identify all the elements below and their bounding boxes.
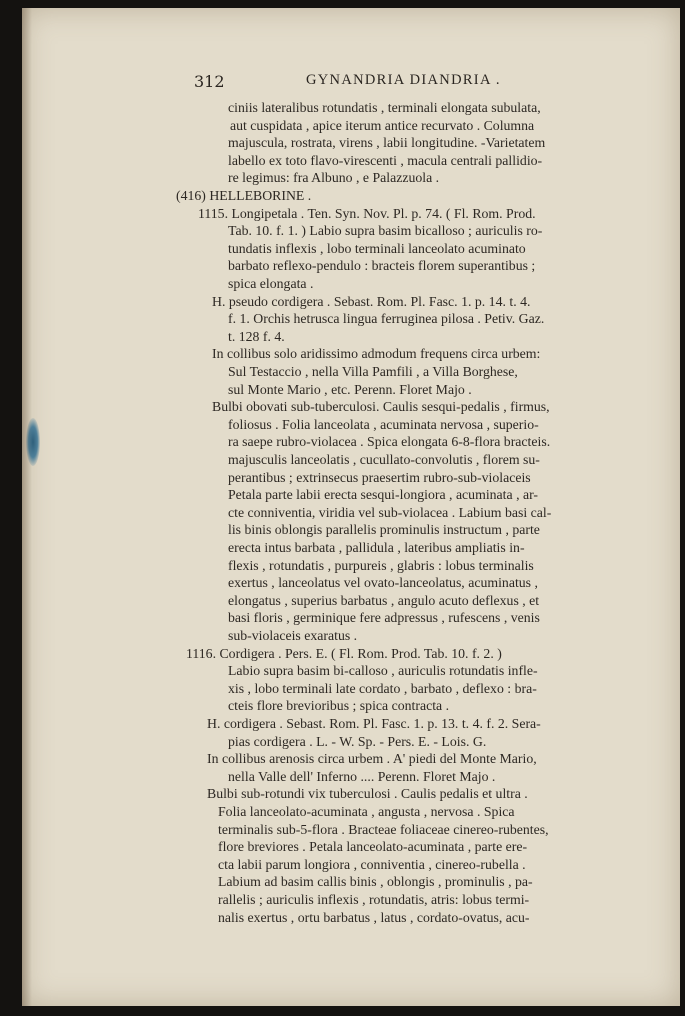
- text-line: cte conniventia, viridia vel sub-violacea . Labium basi cal-: [228, 504, 552, 520]
- text-line: ciniis lateralibus rotundatis , terminali elongata subulata,: [228, 100, 541, 115]
- text-line: 1115. Longipetala . Ten. Syn. Nov. Pl. p. 74. ( Fl. Rom. Prod.: [198, 205, 536, 221]
- text-line: Tab. 10. f. 1. ) Labio supra basim bicalloso ; auriculis ro-: [228, 223, 543, 239]
- text-line: flore breviores . Petala lanceolato-acuminata , parte ere-: [218, 839, 528, 855]
- text-line: f. 1. Orchis hetrusca lingua ferruginea pilosa . Petiv. Gaz.: [228, 311, 545, 327]
- text-line: labello ex toto flavo-virescenti , macula centrali pallidio-: [228, 152, 543, 168]
- text-line: exertus , lanceolatus vel ovato-lanceolatus, acuminatus ,: [228, 575, 538, 591]
- text-line: t. 128 f. 4.: [228, 328, 285, 344]
- text-line: re legimus: fra Albuno , e Palazzuola .: [228, 170, 440, 186]
- text-line: tundatis inflexis , lobo terminali lanceolato acuminato: [228, 240, 526, 256]
- text-line: Sul Testaccio , nella Villa Pamfili , a Villa Borghese,: [228, 364, 518, 379]
- text-line: nella Valle dell' Inferno .... Perenn. Floret Majo .: [228, 768, 496, 784]
- text-line: Labio supra basim bi-calloso , auriculis rotundatis infle-: [228, 663, 538, 679]
- book-page: [22, 8, 680, 1006]
- text-line: 1116. Cordigera . Pers. E. ( Fl. Rom. Prod. Tab. 10. f. 2. ): [186, 645, 502, 661]
- text-line: foliosus . Folia lanceolata , acuminata nervosa , superio-: [228, 416, 539, 432]
- text-line: rallelis ; auriculis inflexis , rotundatis, atris: lobus termi-: [218, 892, 530, 907]
- text-line: Labium ad basim callis binis , oblongis , prominulis , pa-: [218, 874, 533, 890]
- text-line: majusculis lanceolatis , cucullato-convolutis , florem su-: [228, 452, 540, 467]
- ink-stain: [26, 418, 40, 466]
- text-line: H. pseudo cordigera . Sebast. Rom. Pl. Fasc. 1. p. 14. t. 4.: [212, 293, 531, 309]
- text-line: pias cordigera . L. - W. Sp. - Pers. E. - Lois. G.: [228, 733, 487, 749]
- text-line: xis , lobo terminali late cordato , barbato , deflexo : bra-: [228, 680, 537, 696]
- page-header: [22, 72, 680, 96]
- text-line: (416) HELLEBORINE .: [176, 188, 312, 203]
- text-line: Bulbi obovati sub-tuberculosi. Caulis sesqui-pedalis , firmus,: [212, 399, 550, 415]
- text-line: elongatus , superius barbatus , angulo acuto deflexus , et: [228, 592, 540, 608]
- text-line: aut cuspidata , apice iterum antice recurvato . Columna: [230, 117, 535, 133]
- text-line: Petala parte labii erecta sesqui-longiora , acuminata , ar-: [228, 487, 539, 503]
- text-line: Bulbi sub-rotundi vix tuberculosi . Caulis pedalis et ultra .: [207, 786, 528, 802]
- text-line: sub-violaceis exaratus .: [228, 628, 358, 643]
- text-line: perantibus ; extrinsecus praesertim rubro-sub-violaceis: [228, 469, 531, 485]
- text-line: terminalis sub-5-flora . Bracteae foliaceae cinereo-rubentes,: [218, 821, 549, 837]
- text-line: majuscula, rostrata, virens , labii longitudine. -Varietatem: [228, 135, 546, 151]
- text-line: Folia lanceolato-acuminata , angusta , nervosa . Spica: [218, 804, 515, 819]
- text-line: erecta intus barbata , pallidula , lateribus ampliatis in-: [228, 540, 525, 555]
- text-line: ra saepe rubro-violacea . Spica elongata 6-8-flora bracteis.: [228, 434, 551, 450]
- text-line: spica elongata .: [228, 276, 314, 291]
- text-line: barbato reflexo-pendulo : bracteis florem superantibus ;: [228, 258, 536, 274]
- text-line: sul Monte Mario , etc. Perenn. Floret Majo .: [228, 381, 472, 397]
- text-line: cteis flore brevioribus ; spica contracta .: [228, 698, 450, 714]
- page-number: 312: [194, 72, 225, 91]
- text-line: H. cordigera . Sebast. Rom. Pl. Fasc. 1. p. 13. t. 4. f. 2. Sera-: [207, 716, 541, 731]
- text-line: lis binis oblongis parallelis prominulis instructum , parte: [228, 522, 540, 538]
- text-line: flexis , rotundatis , purpureis , glabris : lobus terminalis: [228, 557, 534, 573]
- running-head: GYNANDRIA DIANDRIA .: [306, 72, 501, 88]
- text-line: In collibus solo aridissimo admodum frequens circa urbem:: [212, 346, 541, 362]
- text-line: cta labii parum longiora , conniventia , cinereo-rubella .: [218, 856, 526, 872]
- text-line: In collibus arenosis circa urbem . A' piedi del Monte Mario,: [207, 751, 537, 767]
- text-line: basi floris , germinique fere adpressus , rufescens , venis: [228, 610, 540, 626]
- text-line: nalis exertus , ortu barbatus , latus , cordato-ovatus, acu-: [218, 909, 530, 925]
